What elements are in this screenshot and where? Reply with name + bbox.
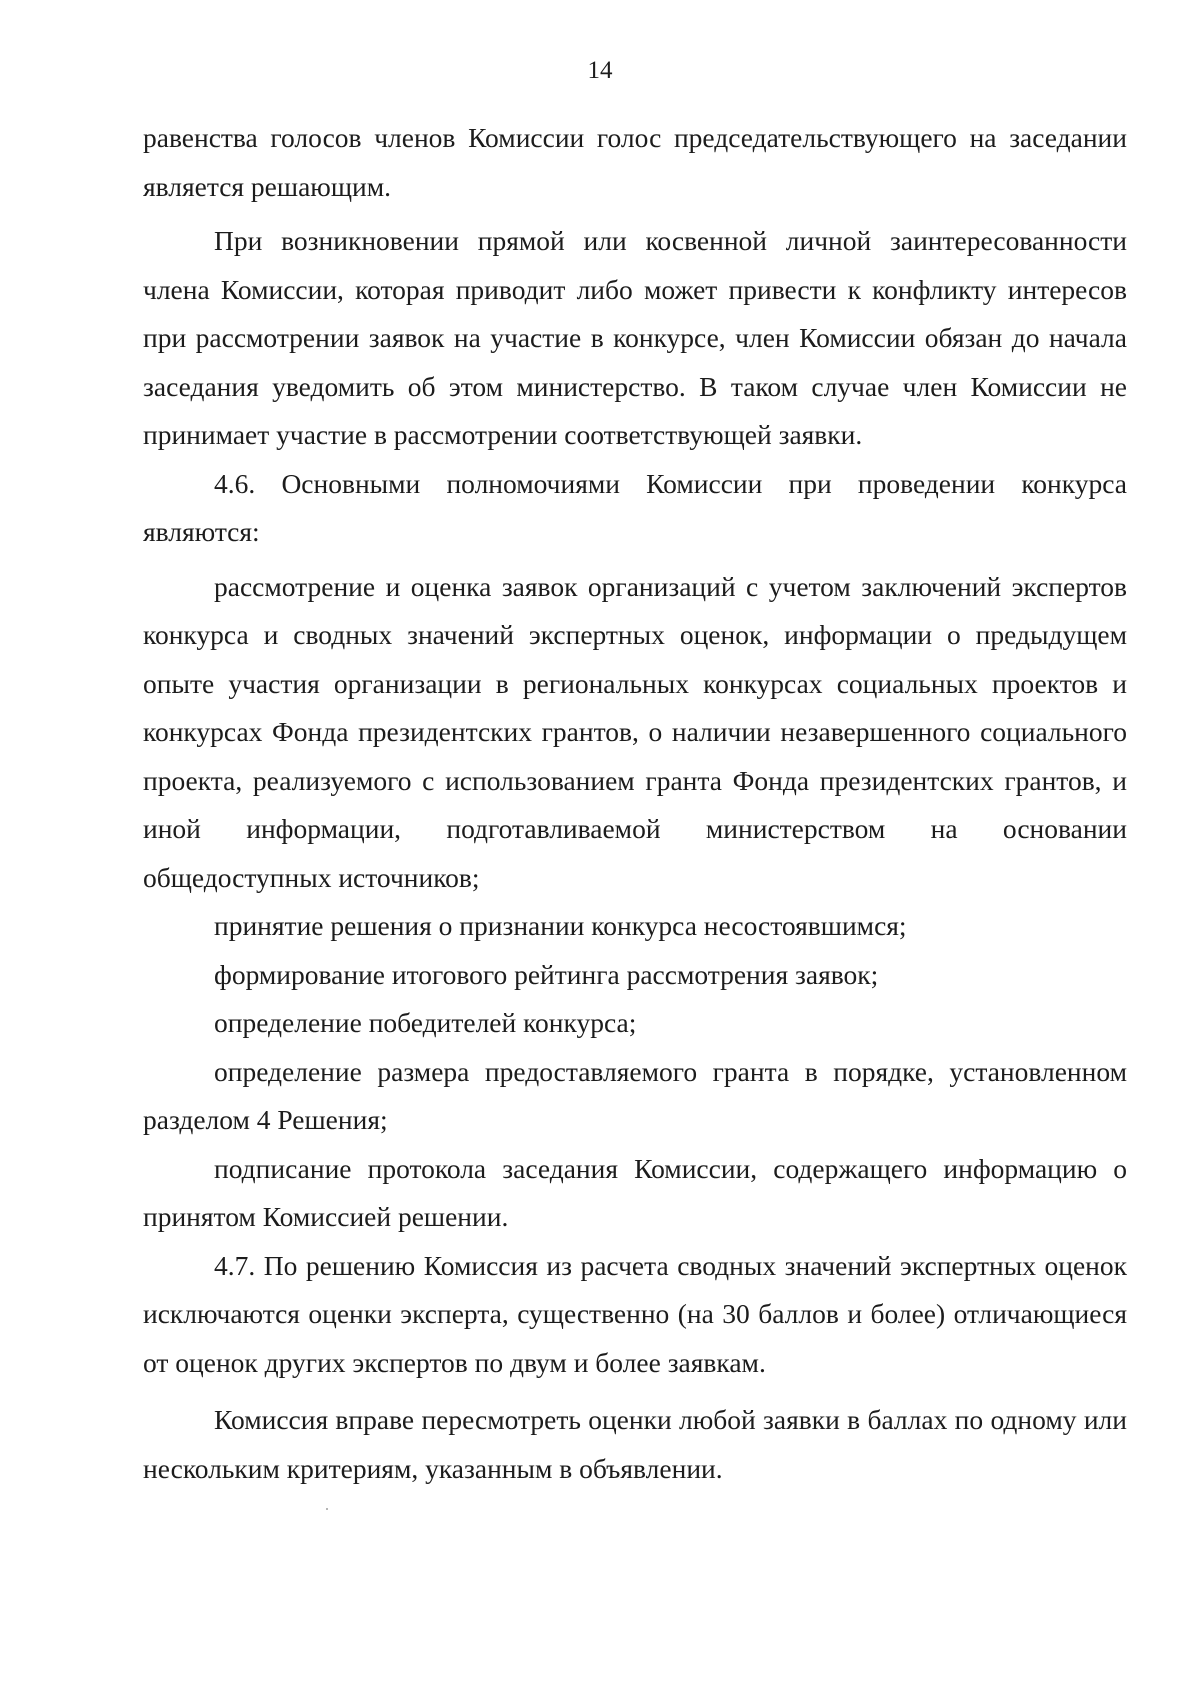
- list-item-final-rating: формирование итогового рейтинга рассмотрения заявок;: [214, 958, 879, 990]
- document-body: [143, 114, 1127, 1493]
- paragraph-conflict-of-interest: При возникновении прямой или косвенной личной заинтересованности члена Комиссии, которая приводит либо может привести к конфликту интересов при рассмотрении заявок на участие в конкурсе, член Комиссии обязан до начала заседания уведомить об этом министерство. В таком случае член Комиссии не принимает участие в рассмотрении соответствующей заявки.: [143, 225, 1127, 450]
- paragraph-vote-tie: равенства голосов членов Комиссии голос председательствующего на заседании является решающим.: [143, 122, 1127, 202]
- paragraph-4-7-exclusion: 4.7. По решению Комиссия из расчета сводных значений экспертных оценок исключаются оценки эксперта, существенно (на 30 баллов и более) отличающиеся от оценок других экспертов по двум и более заявкам.: [143, 1249, 1127, 1378]
- list-item-contest-failed: принятие решения о признании конкурса несостоявшимся;: [214, 910, 907, 941]
- list-item-review-applications: рассмотрение и оценка заявок организаций с учетом заключений экспертов конкурса и сводных значений экспертных оценок, информации о предыдущем опыте участия организации в региональных конкурсах социальных проектов и конкурсах Фонда президентских грантов, о наличии незавершенного социального проекта, реализуемого с использованием гранта Фонда президентских грантов, и иной информации, подготавливаемой министерством на основании общедоступных источников;: [143, 570, 1127, 893]
- scan-speck: [326, 1508, 328, 1510]
- list-item-winners: определение победителей конкурса;: [214, 1007, 637, 1038]
- paragraph-review-scores: Комиссия вправе пересмотреть оценки любой заявки в баллах по одному или нескольким критериям, указанным в объявлении.: [143, 1404, 1127, 1484]
- list-item-grant-size: определение размера предоставляемого гранта в порядке, установленном разделом 4 Решения;: [143, 1055, 1127, 1135]
- page-number: 14: [587, 57, 613, 84]
- list-item-sign-protocol: подписание протокола заседания Комиссии, содержащего информацию о принятом Комиссией решении.: [143, 1152, 1127, 1232]
- paragraph-4-6-powers: 4.6. Основными полномочиями Комиссии при проведении конкурса являются:: [143, 467, 1127, 547]
